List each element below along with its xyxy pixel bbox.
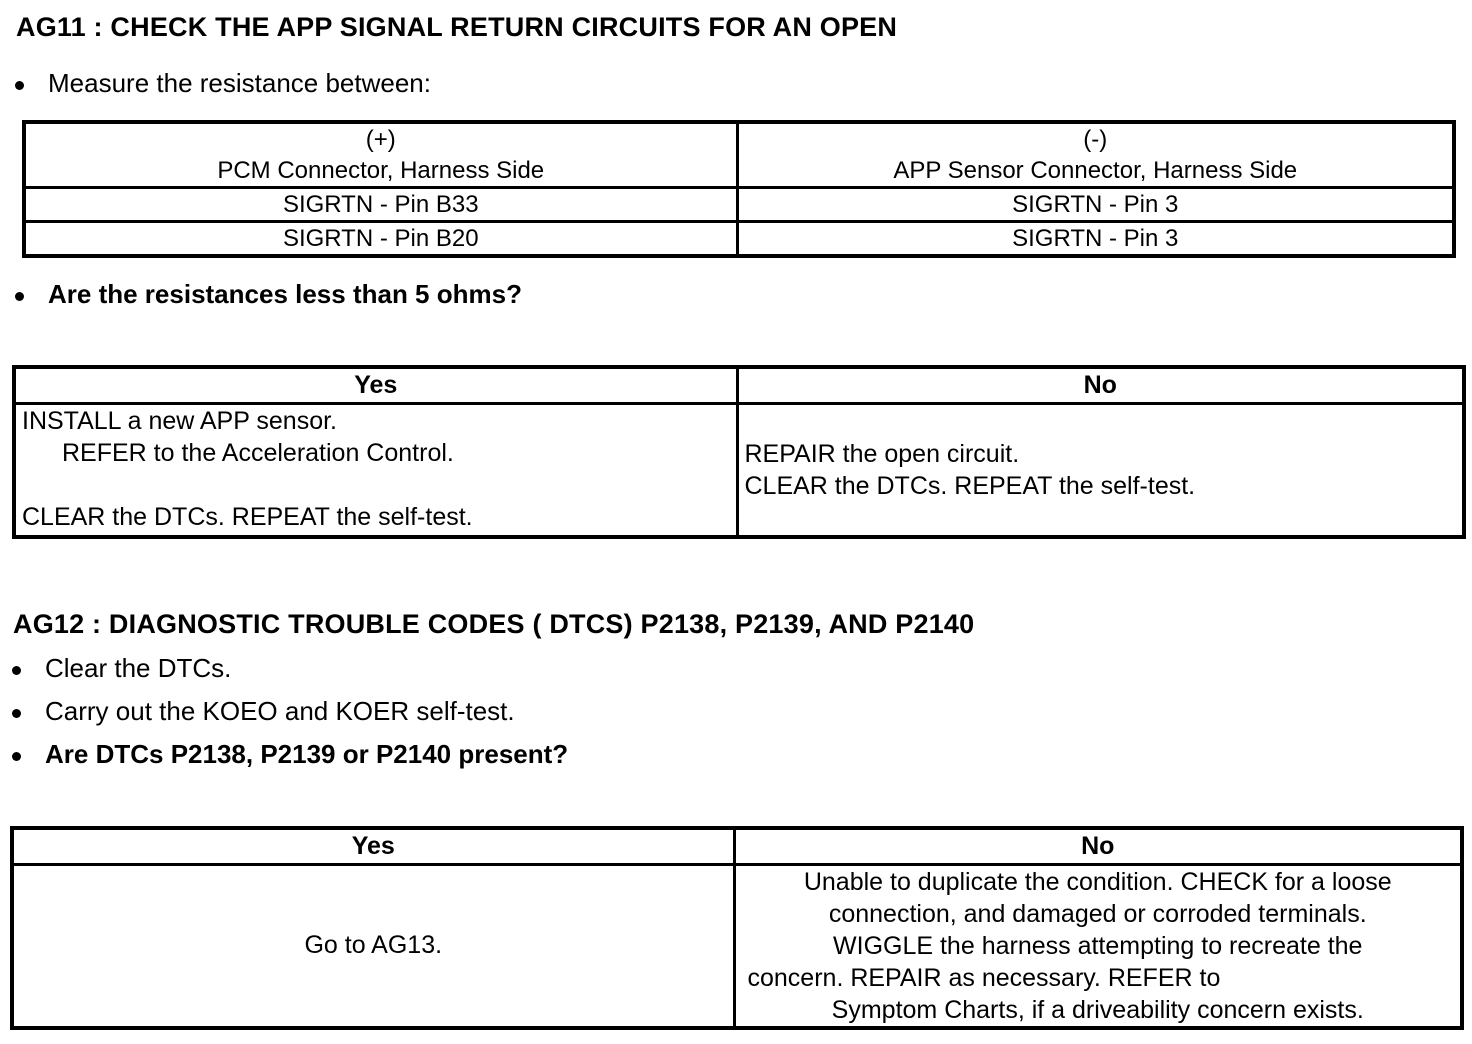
no-answer-line: CLEAR the DTCs. REPEAT the self-test.	[744, 471, 1196, 500]
plus-column-header	[24, 122, 737, 188]
table-row	[24, 222, 1454, 257]
yes-column-header: Yes	[14, 367, 737, 403]
plus-column-label: PCM Connector, Harness Side	[217, 157, 545, 184]
table-cell: SIGRTN - Pin 3	[737, 188, 1454, 222]
no-answer-line: Unable to duplicate the condition. CHECK for a loose	[803, 867, 1392, 896]
yes-answer-cell	[14, 403, 737, 537]
ag11-question: Are the resistances less than 5 ohms?	[48, 279, 522, 309]
bullet-icon	[12, 709, 21, 718]
yes-answer-line: CLEAR the DTCs. REPEAT the self-test.	[22, 502, 473, 531]
yes-answer-line: INSTALL a new APP sensor.	[22, 406, 337, 435]
no-answer-line: REPAIR the open circuit.	[744, 439, 1020, 468]
minus-column-header	[737, 122, 1454, 188]
table-cell: SIGRTN - Pin 3	[737, 222, 1454, 257]
minus-column-label: APP Sensor Connector, Harness Side	[893, 157, 1298, 184]
ag11-measurement-table	[22, 120, 1456, 258]
ag12-selftest-instruction: Carry out the KOEO and KOER self-test.	[45, 696, 515, 726]
yes-answer-line: REFER to the Acceleration Control.	[62, 438, 454, 467]
ag12-title: AG12 : DIAGNOSTIC TROUBLE CODES ( DTCS) P2138, P2139, AND P2140	[13, 609, 975, 639]
bullet-icon	[15, 81, 24, 90]
plus-symbol: (+)	[365, 126, 396, 153]
yes-column-header: Yes	[12, 828, 734, 864]
bullet-icon	[12, 666, 21, 675]
ag12-clear-instruction: Clear the DTCs.	[45, 653, 232, 683]
table-header-row	[12, 828, 1462, 864]
table-cell: SIGRTN - Pin B33	[24, 188, 737, 222]
no-answer-cell	[737, 403, 1464, 537]
yes-answer-cell: Go to AG13.	[12, 864, 734, 1028]
no-answer-line: WIGGLE the harness attempting to recreate the	[833, 931, 1363, 960]
no-answer-line: concern. REPAIR as necessary. REFER to	[747, 963, 1221, 992]
no-answer-cell	[734, 864, 1462, 1028]
table-row	[24, 188, 1454, 222]
ag11-title: AG11 : CHECK THE APP SIGNAL RETURN CIRCUITS FOR AN OPEN	[16, 12, 898, 42]
bullet-icon	[12, 752, 21, 761]
table-cell: SIGRTN - Pin B20	[24, 222, 737, 257]
table-row	[12, 864, 1462, 1028]
table-header-row	[14, 367, 1464, 403]
table-row	[14, 403, 1464, 537]
minus-symbol: (-)	[1083, 126, 1108, 153]
ag11-answer-table	[12, 365, 1466, 539]
ag12-answer-table	[10, 826, 1464, 1030]
no-column-header: No	[737, 367, 1464, 403]
ag11-measure-instruction: Measure the resistance between:	[48, 68, 431, 98]
no-answer-line: Symptom Charts, if a driveability concern exists.	[831, 995, 1364, 1024]
no-column-header: No	[734, 828, 1462, 864]
ag12-question: Are DTCs P2138, P2139 or P2140 present?	[45, 739, 569, 769]
bullet-icon	[15, 292, 24, 301]
no-answer-line: connection, and damaged or corroded terminals.	[828, 899, 1367, 928]
table-header-row	[24, 122, 1454, 188]
